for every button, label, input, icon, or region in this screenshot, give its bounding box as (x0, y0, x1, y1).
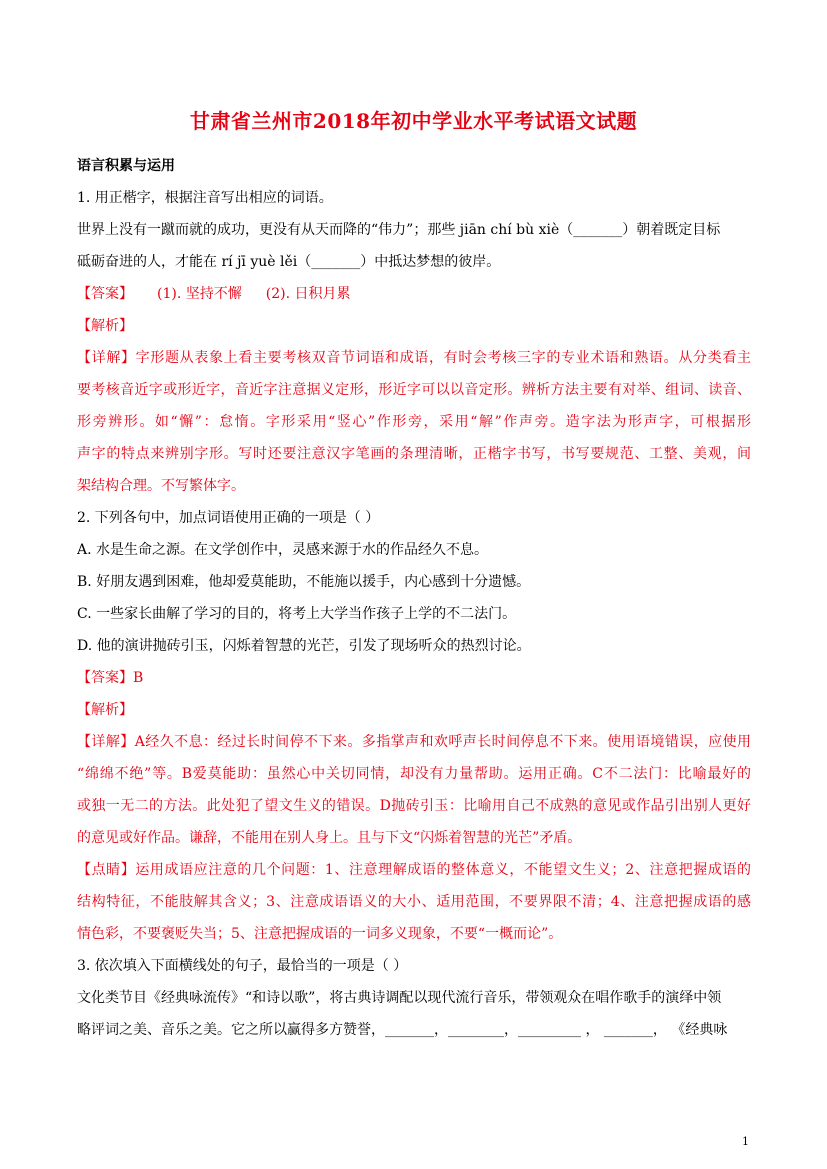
q1-answer-1: (1). 坚持不懈 (157, 286, 242, 302)
q2-option-c: C. 一些家长曲解了学习的目的，将考上大学当作孩子上学的不二法门。 (77, 606, 517, 622)
q1-stem: 1. 用正楷字，根据注音写出相应的词语。 (77, 190, 333, 206)
q2-tip-line: 【点睛】运用成语应注意的几个问题：1、注意理解成语的整体意义，不能望文生义；2、注意把握成语的 (77, 862, 751, 878)
q2-option-a: A. 水是生命之源。在文学创作中，灵感来源于水的作品经久不息。 (77, 542, 489, 558)
section-heading: 语言积累与运用 (77, 158, 175, 174)
q1-answer-2: (2). 日积月累 (265, 286, 351, 302)
q1-detail-line: 架结构合理。不写繁体字。 (77, 478, 245, 494)
q2-detail-line: “绵绵不绝”等。B爱莫能助：虽然心中关切同情，却没有力量帮助。运用正确。C不二法门：比喻最好的 (77, 766, 751, 782)
q3-stem: 3. 依次填入下面横线处的句子，最恰当的一项是（ ） (77, 958, 408, 974)
q1-analysis-label: 【解析】 (77, 318, 133, 334)
q2-detail-line: 的意见或好作品。谦辞，不能用在别人身上。且与下文“闪烁着智慧的光芒”矛盾。 (77, 830, 582, 846)
q2-option-b: B. 好朋友遇到困难，他却爱莫能助，不能施以援手，内心感到十分遗憾。 (77, 574, 531, 590)
q2-tip-line: 情色彩，不要褒贬失当；5、注意把握成语的一词多义现象，不要“一概而论”。 (77, 926, 563, 942)
document-body (77, 150, 751, 1046)
page-title: 甘肃省兰州市2018年初中学业水平考试语文试题 (189, 109, 638, 133)
q2-detail-line: 或独一无二的方法。此处犯了望文生义的错误。D抛砖引玉：比喻用自己不成熟的意见或作品引出别人更好 (77, 798, 751, 814)
q2-detail-line: 【详解】A经久不息：经过长时间停不下来。多指掌声和欢呼声长时间停息不下来。使用语境错误，应使用 (77, 734, 751, 750)
q2-analysis-label: 【解析】 (77, 702, 133, 718)
q3-text-line: 文化类节目《经典咏流传》“和诗以歌”，将古典诗调配以现代流行音乐，带领观众在唱作歌手的演绎中领 (77, 990, 722, 1006)
q2-tip-line: 结构特征，不能肢解其含义；3、注意成语语义的大小、适用范围，不要界限不清；4、注意把握成语的感 (77, 894, 751, 910)
q1-text-line: 世界上没有一蹴而就的成功，更没有从天而降的“伟力”；那些 jiān chí bù xiè（_______）朝着既定目标 (77, 222, 721, 238)
q2-option-d: D. 他的演讲抛砖引玉，闪烁着智慧的光芒，引发了现场听众的热烈讨论。 (77, 638, 531, 654)
page-number: 1 (742, 1135, 749, 1148)
q1-detail-line: 【详解】字形题从表象上看主要考核双音节词语和成语，有时会考核三字的专业术语和熟语。从分类看主 (77, 350, 751, 366)
q2-answer: 【答案】B (77, 670, 144, 686)
q1-detail-line: 声字的特点来辨别字形。写时还要注意汉字笔画的条理清晰，正楷字书写，书写要规范、工整、美观，间 (77, 446, 751, 462)
q1-text-line: 砥砺奋进的人，才能在 rí jī yuè lěi（_______）中抵达梦想的彼岸。 (77, 254, 501, 270)
answer-label: 【答案】 (77, 286, 133, 302)
q3-text-line: 略评词之美、音乐之美。它之所以赢得多方赞誉，_______，________，_________ ， _______， 《经典咏 (77, 1022, 728, 1038)
q1-detail-line: 形旁辨形。如“懈”：怠惰。字形采用“竖心”作形旁，采用“解”作声旁。造字法为形声字，可根据形 (77, 414, 751, 430)
q1-detail-line: 要考核音近字或形近字，音近字注意据义定形，形近字可以以音定形。辨析方法主要有对举、组词、读音、 (77, 382, 751, 398)
q1-answer (77, 278, 751, 310)
q2-stem: 2. 下列各句中，加点词语使用正确的一项是（ ） (77, 510, 380, 526)
